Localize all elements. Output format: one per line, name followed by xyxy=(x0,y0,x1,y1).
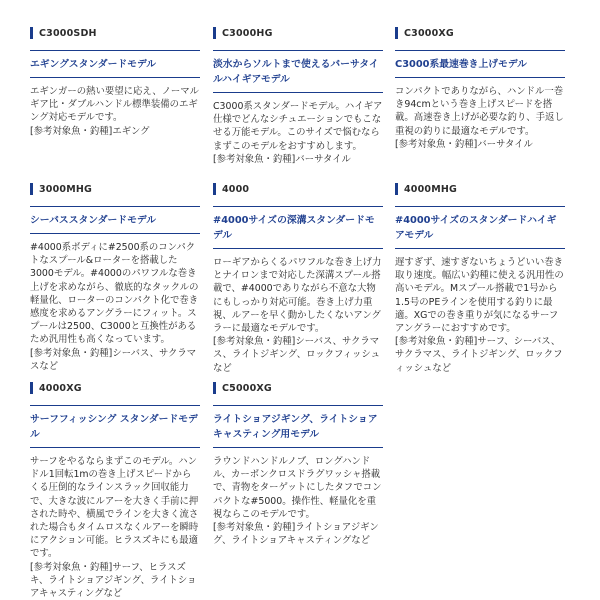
model-card-4000 xyxy=(213,182,383,375)
accent-bar xyxy=(213,382,216,394)
title-block xyxy=(395,206,565,249)
divider xyxy=(30,77,200,78)
accent-bar xyxy=(395,183,398,195)
model-card-4000mhg xyxy=(395,182,565,375)
model-title: 淡水からソルトまで使えるバーサタイルハイギアモデル xyxy=(213,59,379,85)
model-header xyxy=(30,182,200,196)
title-block xyxy=(30,405,200,448)
model-card-c3000sdh xyxy=(30,26,200,138)
model-header xyxy=(213,26,383,40)
accent-bar xyxy=(213,27,216,39)
model-header xyxy=(30,381,200,395)
divider xyxy=(395,248,565,249)
model-description: C3000系スタンダードモデル。ハイギア仕様でどんなシチュエーションでもこなせる万能モデル。このサイズで悩むならまずこのモデルをおすすめします。 [参考対象魚・釣種]バーサタイル xyxy=(213,101,383,165)
accent-bar xyxy=(30,183,33,195)
model-header xyxy=(213,182,383,196)
model-description: エギンガーの熱い要望に応え、ノーマルギア比・ダブルハンドル標準装備のエギング対応モデルです。 [参考対象魚・釣種]エギング xyxy=(30,86,199,137)
model-description: コンパクトでありながら、ハンドル一巻き94cmという巻き上げスピードを搭載。高速巻き上げが必要な釣り、手返し重視の釣りに最適なモデルです。 [参考対象魚・釣種]バーサタイル xyxy=(395,86,564,150)
title-block xyxy=(395,50,565,78)
model-title: エギングスタンダードモデル xyxy=(30,59,157,70)
model-code: 4000XG xyxy=(39,382,82,394)
model-title: #4000サイズの深溝スタンダードモデル xyxy=(213,215,375,241)
model-header xyxy=(395,182,565,196)
accent-bar xyxy=(30,382,33,394)
model-description: 遅すぎず、速すぎないちょうどいい巻き取り速度。幅広い釣種に使える汎用性の高いモデル。Mスプール搭載で1号から1.5号のPEラインを使用する釣りに最適。XGでの巻き重りが気になるサーフアングラーにおすすめです。 [参考対象魚・釣種]サーフ、シーバス、サクラマス、ライトジギング、ロックフィッシュなど xyxy=(395,257,564,374)
model-header xyxy=(30,26,200,40)
model-code: 4000MHG xyxy=(404,183,458,195)
accent-bar xyxy=(213,183,216,195)
model-code: C3000HG xyxy=(222,27,273,39)
model-title: C3000系最速巻き上げモデル xyxy=(395,59,527,70)
model-card-3000mhg xyxy=(30,182,200,373)
model-card-c5000xg xyxy=(213,381,383,547)
model-card-c3000hg xyxy=(213,26,383,166)
model-description: ラウンドハンドルノブ、ロングハンドル、カーボンクロスドラグワッシャ搭載で、青物をターゲットにしたタフでコンパクトな#5000。操作性、軽量化を重視ならこのモデルです。 [参考対象魚・釣種]ライトショアジギング、ライトショアキャスティングなど xyxy=(213,456,382,547)
model-title: サーフフィッシング スタンダードモデル xyxy=(30,414,198,440)
model-code: 3000MHG xyxy=(39,183,93,195)
model-code: C5000XG xyxy=(222,382,272,394)
model-title: ライトショアジギング、ライトショアキャスティング用モデル xyxy=(213,414,378,440)
accent-bar xyxy=(30,27,33,39)
title-block xyxy=(213,206,383,249)
title-block xyxy=(213,50,383,93)
divider xyxy=(213,248,383,249)
divider xyxy=(395,77,565,78)
title-block xyxy=(30,206,200,234)
title-block xyxy=(30,50,200,78)
model-code: C3000XG xyxy=(404,27,454,39)
model-card-c3000xg xyxy=(395,26,565,151)
model-code: C3000SDH xyxy=(39,27,97,39)
model-card-4000xg xyxy=(30,381,200,600)
divider xyxy=(213,92,383,93)
model-code: 4000 xyxy=(222,183,250,195)
model-header xyxy=(213,381,383,395)
divider xyxy=(30,233,200,234)
divider xyxy=(213,447,383,448)
model-header xyxy=(395,26,565,40)
model-description: ローギアからくるパワフルな巻き上げ力とナイロンまで対応した深溝スプール搭載で、#4000でありながら不意な大物にもしっかり対応可能。巻き上げ力重視、ルアーを早く動かしたくないアングラーに最適なモデルです。 [参考対象魚・釣種]シーバス、サクラマス、ライトジギング、ロックフィッシュなど xyxy=(213,257,382,374)
model-description: サーフをやるならまずこのモデル。ハンドル1回転1mの巻き上げスピードからくる圧倒的なラインスラック回収能力で、大きな波にルアーを大きく手前に押された時や、横風でラインを大きく流された場合もタイムロスなくルアーを瞬時にアクション可能。ヒラスズキにも最適です。 [参考対象魚・釣種]サーフ、ヒラスズキ、ライトショアジギング、ライトショアキャスティングなど xyxy=(30,456,199,600)
accent-bar xyxy=(395,27,398,39)
model-title: #4000サイズのスタンダードハイギアモデル xyxy=(395,215,557,241)
divider xyxy=(30,447,200,448)
model-title: シーバススタンダードモデル xyxy=(30,215,156,226)
model-description: #4000系ボディに#2500系のコンパクトなスプール&ローターを搭載した3000モデル。#4000のパワフルな巻き上げを求めながら、徹底的なタックルの軽量化、ローターのコンパクト化で巻き感度を求めるアングラーにフィット。スプールは2500、C3000と互換性があるため汎用性も高くなっています。 [参考対象魚・釣種]シーバス、サクラマスなど xyxy=(30,242,199,372)
title-block xyxy=(213,405,383,448)
